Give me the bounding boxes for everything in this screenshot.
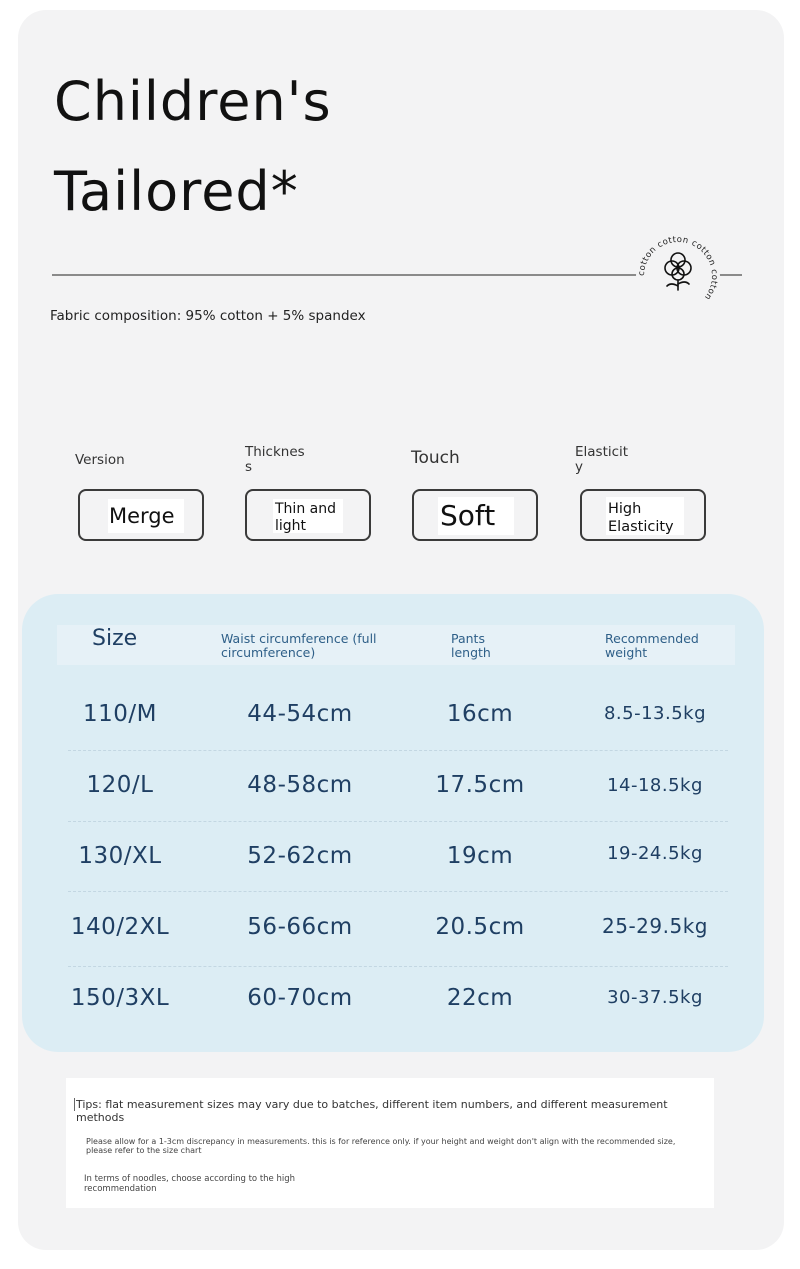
attr-value-thickness-text (275, 501, 336, 535)
attr-value-elasticity-line1: High (608, 501, 642, 517)
tips-marker (74, 1098, 75, 1111)
cell-waist: 56-66cm (247, 914, 353, 940)
attr-value-version-text: Merge (109, 504, 175, 528)
attr-label-touch: Touch (411, 448, 460, 468)
header-waist-line1: Waist circumference (full (221, 631, 377, 646)
cell-pants-length: 17.5cm (435, 772, 525, 798)
attr-value-thickness-line2: light (275, 518, 307, 534)
header-recommended-weight (605, 632, 699, 660)
tips-box (66, 1078, 714, 1208)
cell-pants-length: 22cm (446, 985, 514, 1011)
cell-size: 110/M (83, 701, 157, 727)
cell-pants-length: 19cm (446, 843, 514, 869)
attr-value-elasticity (580, 489, 706, 541)
attr-label-elasticity-line1: Elasticit (575, 444, 629, 460)
attr-value-touch (412, 489, 538, 541)
row-divider (68, 891, 728, 892)
attr-label-elasticity-line2: y (575, 459, 583, 475)
attr-label-thickness-line1: Thicknes (245, 444, 305, 460)
header-pants-line2: length (451, 645, 491, 660)
cell-waist: 48-58cm (247, 772, 353, 798)
cell-size: 150/3XL (70, 985, 170, 1011)
tips-line-3: In terms of noodles, choose according to the high recommendation (84, 1174, 295, 1194)
cell-pants-length: 16cm (446, 701, 514, 727)
cell-size: 120/L (86, 772, 154, 798)
row-divider (68, 821, 728, 822)
attr-label-thickness-line2: s (245, 459, 253, 475)
cell-size: 140/2XL (70, 914, 170, 940)
fabric-composition: Fabric composition: 95% cotton + 5% spandex (50, 308, 366, 324)
badge-ring-text: cotton cotton cotton cotton (636, 234, 720, 302)
attr-value-elasticity-text (608, 500, 674, 536)
row-divider (68, 966, 728, 967)
tips-line-1: Tips: flat measurement sizes may vary due to batches, different item numbers, and different measurement methods (76, 1098, 668, 1124)
attr-value-elasticity-line2: Elasticity (608, 519, 674, 535)
tips-line-2: Please allow for a 1-3cm discrepancy in measurements. this is for reference only. if your height and weight don't align with the recommended size, please refer to the size chart (86, 1137, 676, 1155)
cell-pants-length: 20.5cm (435, 914, 525, 940)
header-pants-line1: Pants (451, 631, 485, 646)
attr-value-version (78, 489, 204, 541)
cell-weight: 14-18.5kg (607, 775, 703, 796)
cell-size: 130/XL (78, 843, 162, 869)
attr-value-thickness-line1: Thin and (275, 501, 336, 517)
attr-label-thickness (245, 445, 305, 475)
cotton-flower-icon (636, 234, 720, 318)
title-line-1: Children's (54, 70, 332, 133)
attr-value-thickness (245, 489, 371, 541)
cell-weight: 8.5-13.5kg (603, 703, 707, 724)
header-waist-line2: circumference) (221, 645, 316, 660)
row-divider (68, 750, 728, 751)
header-weight-line1: Recommended (605, 631, 699, 646)
header-weight-line2: weight (605, 645, 648, 660)
header-size: Size (92, 626, 138, 651)
header-pants-length (451, 632, 491, 660)
cell-waist: 44-54cm (247, 701, 353, 727)
cell-weight: 25-29.5kg (602, 914, 708, 938)
attr-label-version: Version (75, 452, 125, 468)
cell-weight: 19-24.5kg (607, 843, 703, 864)
cell-weight: 30-37.5kg (607, 987, 703, 1008)
cell-waist: 52-62cm (247, 843, 353, 869)
attr-label-elasticity (575, 445, 628, 475)
cotton-badge (636, 234, 720, 318)
header-waist (221, 632, 377, 660)
cell-waist: 60-70cm (247, 985, 353, 1011)
attr-value-touch-text: Soft (440, 499, 496, 532)
title-line-2: Tailored* (54, 160, 299, 223)
